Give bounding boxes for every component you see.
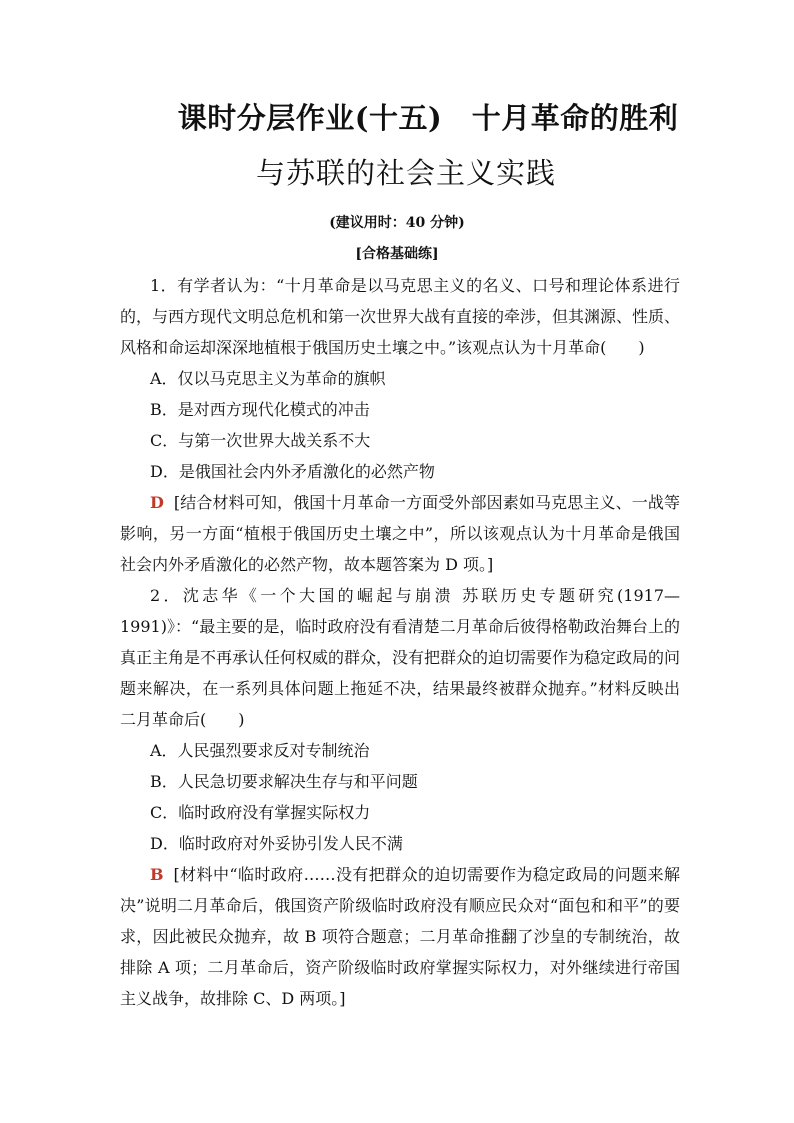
- option-a: A．仅以马克思主义为革命的旗帜: [150, 369, 386, 388]
- answer-explanation: [120, 487, 680, 580]
- option-a: A．人民强烈要求反对专制统治: [150, 741, 370, 760]
- option-b: B．是对西方现代化模式的冲击: [150, 400, 370, 419]
- page-subtitle: 与苏联的社会主义实践: [255, 156, 556, 190]
- question-list: [120, 270, 680, 1014]
- answer-explanation: [120, 859, 680, 1014]
- section-heading: [合格基础练]: [355, 246, 439, 262]
- option-d: D．临时政府对外妥协引发人民不满: [150, 834, 403, 853]
- question-2: [120, 580, 680, 1014]
- answer-text: [结合材料可知，俄国十月革命一方面受外部因素如马克思主义、一战等影响，另一方面“植根于俄国历史土壤之中”，所以该观点认为十月革命是俄国社会内外矛盾激化的必然产物，故本题答案为 D 项。]: [120, 493, 680, 574]
- option-b: B．人民急切要求解决生存与和平问题: [150, 772, 418, 791]
- question-stem: 2．沈志华《一个大国的崛起与崩溃 苏联历史专题研究(1917—1991)》：“最主要的是，临时政府没有看清楚二月革命后彼得格勒政治舞台上的真正主角是不再承认任何权威的群众，没有把群众的迫切需要作为稳定政局的问题来解决，在一系列具体问题上拖延不决，结果最终被群众抛弃。”材料反映出二月革命后( ): [120, 586, 681, 729]
- option-c: C．与第一次世界大战关系不大: [150, 431, 371, 450]
- page-title: 课时分层作业(十五) 十月革命的胜利: [177, 101, 679, 135]
- question-stem: 1．有学者认为：“十月革命是以马克思主义的名义、口号和理论体系进行的，与西方现代文明总危机和第一次世界大战有直接的牵涉，但其渊源、性质、风格和命运却深深地植根于俄国历史土壤之中。”该观点认为十月革命( ): [120, 276, 681, 357]
- answer-letter: D: [150, 493, 164, 512]
- answer-letter: B: [150, 865, 164, 884]
- suggested-time: (建议用时：40 分钟): [329, 215, 465, 231]
- option-c: C．临时政府没有掌握实际权力: [150, 803, 371, 822]
- question-1: [120, 270, 680, 580]
- answer-text: [材料中“临时政府……没有把群众的迫切需要作为稳定政局的问题来解决”说明二月革命后，俄国资产阶级临时政府没有顺应民众对“面包和和平”的要求，因此被民众抛弃，故 B 项符合题意；二月革命推翻了沙皇的专制统治，故排除 A 项；二月革命后，资产阶级临时政府掌握实际权力，对外继续进行帝国主义战争，故排除 C、D 两项。]: [120, 865, 680, 1008]
- option-d: D．是俄国社会内外矛盾激化的必然产物: [150, 462, 435, 481]
